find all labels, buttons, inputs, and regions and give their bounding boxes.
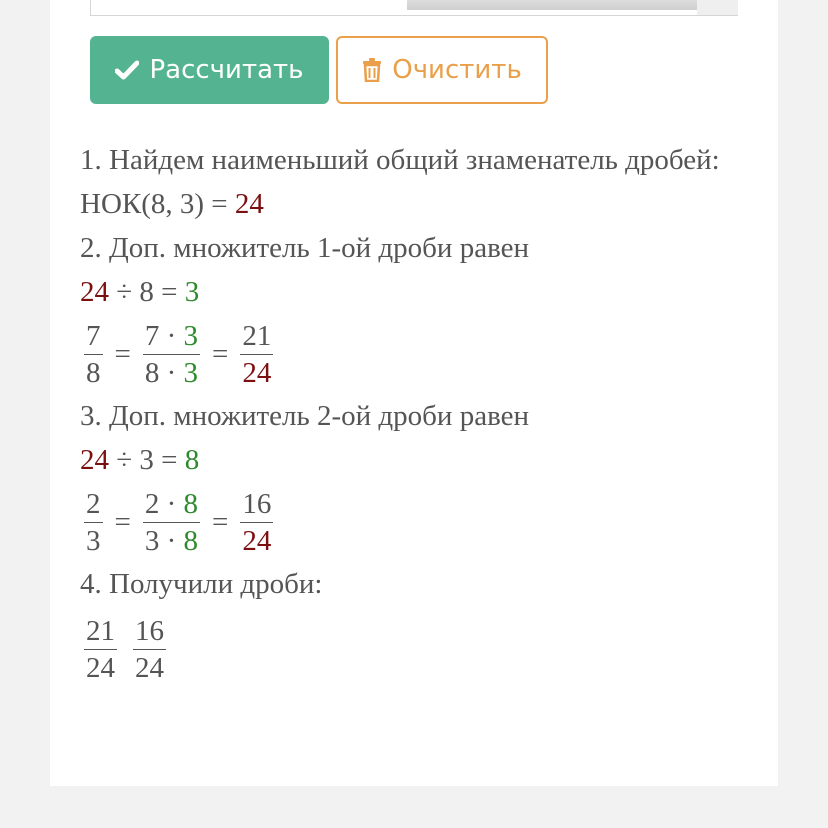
scrollbar-gutter (697, 0, 738, 15)
factor-value: 8 (184, 444, 200, 476)
fraction-1-equation: $\frac{7}{8}$ = $\frac{7 \cdot 3}{8 \cdot 3}$ = $\frac{21}{24}$ (86, 319, 272, 389)
step-4-text: 4. Получили дроби: (80, 568, 323, 600)
fraction-result: $\frac{21}{24}$ (242, 319, 272, 389)
step-2-text: 2. Доп. множитель 1-ой дроби равен (80, 232, 529, 264)
fraction: $\frac{7}{8}$ (86, 319, 101, 389)
check-icon (115, 60, 139, 80)
clear-button[interactable] (336, 36, 548, 104)
lcm-value: 24 (80, 276, 109, 308)
clear-button-label: Очистить (392, 55, 522, 85)
result-fraction: $\frac{21}{24}$ (86, 614, 115, 684)
calculate-button[interactable] (90, 36, 329, 104)
lcm-expression: НОК(8, 3) = (80, 188, 235, 220)
trash-icon (362, 58, 382, 82)
lcm-value: 24 (234, 188, 264, 220)
lcm-line (80, 182, 780, 226)
result-fractions (80, 606, 780, 692)
step-3-text: 3. Доп. множитель 2-ой дроби равен (80, 400, 529, 432)
step-3-division (80, 438, 780, 482)
calculate-button-label: Рассчитать (149, 55, 304, 85)
fraction-2-equation: $\frac{2}{3}$ = $\frac{2 \cdot 8}{3 \cdot 8}$ = $\frac{16}{24}$ (86, 487, 272, 557)
step-1-text: 1. Найдем наименьший общий знаменатель дробей: (80, 144, 720, 176)
result-fraction: $\frac{16}{24}$ (135, 614, 164, 684)
fraction-result: $\frac{16}{24}$ (242, 487, 272, 557)
step-2-division (80, 270, 780, 314)
scrollbar-track[interactable] (407, 0, 697, 10)
fraction-multiplied: $\frac{7 \cdot 3}{8 \cdot 3}$ (144, 319, 199, 389)
factor-value: 3 (184, 276, 200, 308)
lcm-value: 24 (80, 444, 109, 476)
calculator-panel (50, 0, 778, 786)
division-expression: ÷ 8 = (109, 276, 185, 308)
division-expression: ÷ 3 = (109, 444, 185, 476)
fraction-multiplied: $\frac{2 \cdot 8}{3 \cdot 8}$ (144, 487, 199, 557)
input-area-bottom (90, 0, 738, 16)
fraction: $\frac{2}{3}$ (86, 487, 101, 557)
solution-steps (80, 138, 780, 692)
